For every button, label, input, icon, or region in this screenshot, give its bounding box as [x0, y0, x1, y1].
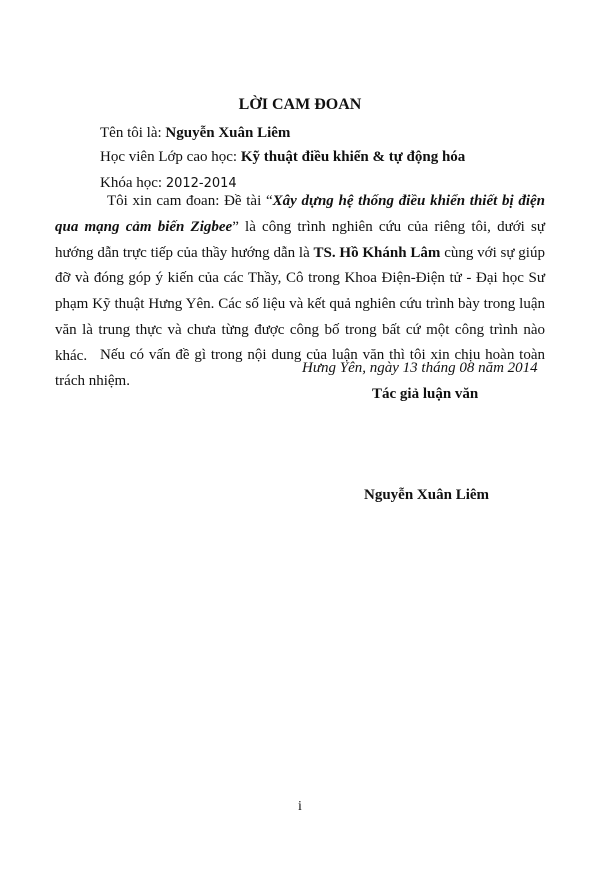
name-value: Nguyễn Xuân Liêm — [165, 125, 291, 141]
author-name-line — [100, 125, 290, 142]
author-label: Tác giả luận văn — [372, 386, 479, 402]
paragraph-text-3: cùng với sự giúp đỡ và đóng góp ý kiến của các Thầy, Cô trong Khoa Điện-Điện tử - Đại học Sư phạm Kỹ thuật Hưng Yên. Các số liệu và kết quả nghiên cứu trình bày trong luận văn là trung thực và chưa từng được công bố trong bất cứ một công trình nào khác. — [55, 244, 545, 364]
class-value: Kỹ thuật điều khiển & tự động hóa — [240, 149, 466, 165]
course-label: Khóa học: — [100, 175, 166, 191]
page-title: LỜI CAM ĐOAN — [238, 96, 362, 113]
name-label: Tên tôi là: — [100, 125, 166, 141]
paragraph-text-1: Tôi xin cam đoan: Đề tài “ — [107, 193, 273, 209]
responsibility-paragraph: Nếu có vấn đề gì trong nội dung của luận văn thì tôi xin chịu hoàn toàn trách nhiệm. — [55, 347, 545, 389]
page-number: i — [298, 799, 302, 814]
place-date: Hưng Yên, ngày 13 tháng 08 năm 2014 — [302, 360, 538, 376]
thesis-topic: Xây dựng hệ thống điều khiển thiết bị điện qua mạng cảm biến Zigbee — [55, 193, 546, 235]
advisor-name: TS. Hồ Khánh Lâm — [313, 244, 441, 261]
class-line — [100, 149, 465, 166]
class-label: Học viên Lớp cao học: — [100, 149, 241, 165]
signature-name: Nguyễn Xuân Liêm — [364, 487, 490, 503]
course-value: 2012-2014 — [165, 176, 237, 191]
paragraph-text-2: ” là công trình nghiên cứu của riêng tôi, dưới sự hướng dẫn trực tiếp của thầy hướng dẫn là — [55, 218, 545, 261]
